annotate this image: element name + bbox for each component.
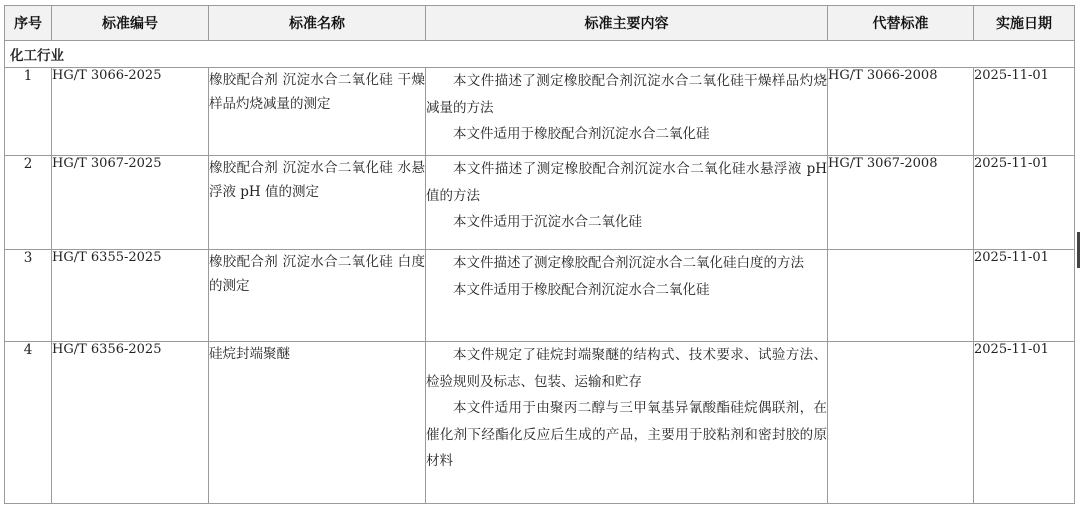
table-row <box>5 342 1075 504</box>
row-content <box>426 156 828 250</box>
header-row <box>5 6 1075 41</box>
row-no: 1 <box>5 68 52 156</box>
row-code: HG/T 3067-2025 <box>52 156 209 250</box>
content-paragraph: 本文件描述了测定橡胶配合剂沉淀水合二氧化硅干燥样品灼烧减量的方法 <box>426 73 827 116</box>
row-content <box>426 250 828 342</box>
row-name: 橡胶配合剂 沉淀水合二氧化硅 干燥样品灼烧减量的测定 <box>209 68 426 156</box>
row-replaces <box>828 250 974 342</box>
table-row <box>5 250 1075 342</box>
content-paragraph: 本文件规定了硅烷封端聚醚的结构式、技术要求、试验方法、检验规则及标志、包装、运输和贮存 <box>426 347 827 390</box>
category-label: 化工行业 <box>5 41 1075 68</box>
row-content <box>426 342 828 504</box>
standards-table <box>4 5 1075 504</box>
row-no: 4 <box>5 342 52 504</box>
row-code: HG/T 3066-2025 <box>52 68 209 156</box>
content-paragraph: 本文件描述了测定橡胶配合剂沉淀水合二氧化硅白度的方法 <box>453 255 804 271</box>
table-row <box>5 68 1075 156</box>
row-date: 2025-11-01 <box>974 156 1075 250</box>
row-code: HG/T 6356-2025 <box>52 342 209 504</box>
row-code: HG/T 6355-2025 <box>52 250 209 342</box>
row-no: 3 <box>5 250 52 342</box>
row-name: 橡胶配合剂 沉淀水合二氧化硅 水悬浮液 pH 值的测定 <box>209 156 426 250</box>
content-paragraph: 本文件适用于沉淀水合二氧化硅 <box>453 214 642 230</box>
header-no: 序号 <box>5 6 52 41</box>
row-replaces: HG/T 3066-2008 <box>828 68 974 156</box>
content-paragraph: 本文件适用于橡胶配合剂沉淀水合二氧化硅 <box>453 126 710 142</box>
category-row <box>5 41 1075 68</box>
row-name: 橡胶配合剂 沉淀水合二氧化硅 白度的测定 <box>209 250 426 342</box>
row-no: 2 <box>5 156 52 250</box>
row-date: 2025-11-01 <box>974 68 1075 156</box>
table-row <box>5 156 1075 250</box>
header-date: 实施日期 <box>974 6 1075 41</box>
header-replaces: 代替标准 <box>828 6 974 41</box>
header-name: 标准名称 <box>209 6 426 41</box>
content-paragraph: 本文件适用于由聚丙二醇与三甲氧基异氰酸酯硅烷偶联剂，在催化剂下经酯化反应后生成的产品，主要用于胶粘剂和密封胶的原材料 <box>426 400 827 469</box>
header-code: 标准编号 <box>52 6 209 41</box>
row-replaces <box>828 342 974 504</box>
row-name: 硅烷封端聚醚 <box>209 342 426 504</box>
row-date: 2025-11-01 <box>974 342 1075 504</box>
content-paragraph: 本文件适用于橡胶配合剂沉淀水合二氧化硅 <box>453 281 710 298</box>
row-replaces: HG/T 3067-2008 <box>828 156 974 250</box>
row-date: 2025-11-01 <box>974 250 1075 342</box>
row-content <box>426 68 828 156</box>
content-paragraph: 本文件描述了测定橡胶配合剂沉淀水合二氧化硅水悬浮液 pH 值的方法 <box>426 161 827 204</box>
header-content: 标准主要内容 <box>426 6 828 41</box>
